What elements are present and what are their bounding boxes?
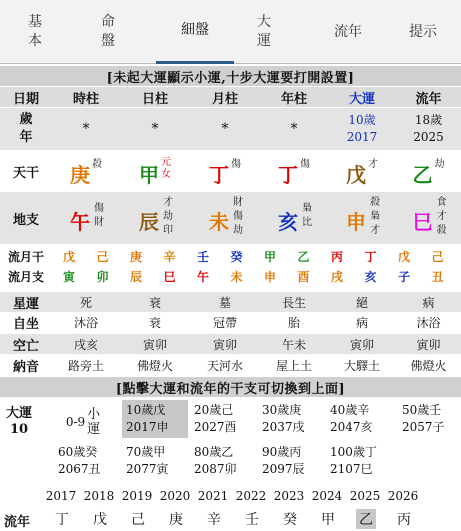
dayun-item-age: 100歲丁 [330, 445, 377, 459]
tab-dayun[interactable] [234, 0, 294, 64]
liuyue-zhi-char: 巳 [163, 270, 176, 284]
dayun-section-label: 大運 [6, 406, 33, 421]
age-month: * [221, 121, 229, 137]
xingyun-cell: 衰 [148, 295, 161, 310]
age-dayun [328, 108, 396, 150]
xingyun-cell: 病 [422, 295, 435, 310]
dayun-section [0, 398, 461, 486]
dizhi-gods: 殺 梟 才 [370, 197, 380, 236]
tiangan-god: 才 [368, 159, 378, 170]
nayin-cell: 路旁土 [67, 358, 104, 373]
liuyue-zhi-char: 亥 [364, 270, 377, 284]
tiangan-char: 丁 [209, 163, 229, 187]
liuyue-gan-char: 甲 [264, 250, 277, 264]
header-month: 月柱 [211, 91, 238, 107]
liunian-year[interactable]: 2024 [311, 489, 343, 503]
dizhi-char: 巳 [412, 210, 433, 234]
dizhi-cell [396, 192, 461, 244]
dizhi-gods: 食 才 殺 [436, 197, 447, 236]
dayun-item[interactable] [258, 400, 324, 438]
dayun-item-year: 2047亥 [330, 420, 373, 434]
dizhi-char: 亥 [278, 210, 298, 234]
liunian-gan[interactable]: 己 [131, 512, 145, 528]
liunian-year[interactable]: 2023 [273, 489, 305, 503]
tiangan-god: 傷 [300, 159, 310, 170]
kongwang-cell: 午未 [281, 337, 306, 352]
tiangan-label: 天干 [12, 165, 39, 181]
age-dayun-age: 10歲 [348, 113, 376, 127]
liunian-gan[interactable]: 戊 [93, 512, 107, 528]
dayun-item-year: 2057子 [402, 420, 445, 434]
tiangan-god: 元 女 [161, 157, 171, 180]
liuyue-zhi-char: 酉 [297, 270, 310, 284]
dayun-item[interactable] [190, 442, 256, 480]
zizuo-cell: 沐浴 [73, 315, 98, 330]
liunian-row [0, 507, 461, 531]
tiangan-cell [120, 151, 190, 191]
liuyue-gan-char: 丁 [364, 250, 377, 264]
kongwang-label: 空亡 [12, 338, 39, 354]
zizuo-cell: 沐浴 [416, 315, 441, 330]
xiaoyun-range: 0-9 [65, 415, 86, 429]
header-year: 年柱 [280, 91, 307, 107]
nayin-cell: 佛燈火 [136, 358, 173, 373]
zizuo-cell: 胎 [287, 315, 300, 330]
tiangan-cell [328, 151, 396, 191]
settings-note-text: [未起大運顯示小運,十步大運要打開設置] [106, 70, 355, 86]
tab-tips[interactable] [390, 0, 456, 64]
liunian-year[interactable]: 2026 [387, 489, 419, 503]
tiangan-char: 乙 [412, 163, 433, 187]
liunian-year[interactable]: 2025 [349, 489, 381, 503]
xiaoyun-button[interactable] [52, 404, 114, 440]
liunian-gan[interactable]: 庚 [169, 512, 183, 528]
dayun-item[interactable] [326, 400, 392, 438]
liunian-year[interactable]: 2021 [197, 489, 229, 503]
dizhi-char: 午 [70, 210, 90, 234]
liuyue-zhi-row [0, 267, 461, 285]
liuyue-zhi-char: 辰 [130, 270, 143, 284]
liunian-row-label: 流年 [4, 515, 31, 530]
header-day: 日柱 [141, 91, 168, 107]
liunian-gan[interactable]: 辛 [207, 512, 221, 528]
tab-basic[interactable] [0, 0, 70, 64]
tab-bar [0, 0, 461, 64]
nayin-row [0, 355, 461, 375]
liuyue-gan-label: 流月干 [7, 249, 44, 264]
dizhi-row [0, 192, 461, 244]
tiangan-row [0, 151, 461, 191]
settings-note [0, 66, 461, 86]
dayun-start-age: 10 [10, 422, 29, 437]
liunian-year[interactable]: 2019 [121, 489, 153, 503]
tiangan-god: 殺 [92, 159, 102, 170]
kongwang-cell: 戌亥 [73, 337, 98, 352]
age-label: 歲 年 [19, 112, 33, 145]
dizhi-char: 申 [346, 210, 366, 234]
age-liunian [396, 108, 461, 150]
dizhi-gods: 財 傷 劫 [233, 197, 243, 236]
tiangan-cell [190, 151, 260, 191]
dayun-item-age: 40歲辛 [330, 403, 370, 417]
xiaoyun-label: 小 運 [87, 407, 101, 437]
dayun-item[interactable] [258, 442, 324, 480]
liuyue-zhi-label: 流月支 [7, 269, 44, 284]
liuyue-gan-char: 乙 [297, 250, 310, 264]
dayun-item-age: 90歲丙 [262, 445, 302, 459]
dayun-item-age: 60歲癸 [58, 445, 98, 459]
dizhi-cell [120, 192, 190, 244]
dayun-item[interactable] [398, 400, 461, 438]
dayun-item-age: 80歲乙 [194, 445, 234, 459]
zizuo-row [0, 312, 461, 332]
tab-chart-label: 命 盤 [101, 14, 115, 49]
liunian-year[interactable]: 2022 [235, 489, 267, 503]
dayun-item[interactable] [122, 400, 188, 438]
liunian-gan[interactable]: 丙 [397, 512, 411, 528]
dizhi-label: 地支 [12, 212, 39, 228]
liunian-years-row [0, 487, 461, 507]
dayun-item[interactable] [122, 442, 188, 480]
liuyue-gan-char: 戊 [63, 250, 76, 264]
kongwang-cell: 寅卯 [349, 337, 374, 352]
age-row [0, 108, 461, 150]
tiangan-char: 甲 [139, 163, 159, 187]
age-liunian-age: 18歲 [414, 113, 443, 127]
xingyun-cell: 墓 [218, 295, 231, 310]
tab-dayun-label: 大 運 [257, 14, 271, 49]
dayun-item-year: 2087卯 [194, 462, 237, 476]
liunian-year[interactable]: 2017 [45, 489, 77, 503]
dayun-item[interactable] [190, 400, 256, 438]
xingyun-cell: 長生 [281, 295, 306, 310]
nayin-cell: 大驛土 [343, 358, 380, 373]
dayun-item-year: 2037戌 [262, 420, 305, 434]
zizuo-cell: 衰 [148, 315, 161, 330]
liunian-gan[interactable]: 癸 [283, 512, 297, 528]
age-hour: * [82, 121, 90, 137]
liuyue-gan-char: 己 [431, 250, 444, 264]
tab-tips-label: 提示 [409, 23, 437, 40]
kongwang-row [0, 334, 461, 354]
tiangan-god: 劫 [434, 159, 445, 170]
liunian-gan[interactable]: 壬 [245, 512, 259, 528]
tab-liunian[interactable] [316, 0, 380, 64]
dizhi-char: 未 [209, 210, 229, 234]
tab-detail[interactable] [156, 0, 234, 64]
age-day: * [151, 121, 159, 137]
tab-detail-label: 細盤 [181, 22, 209, 38]
xingyun-cell: 絕 [355, 295, 368, 310]
liunian-year[interactable]: 2018 [83, 489, 115, 503]
age-dayun-year: 2017 [346, 130, 378, 144]
dayun-item-year: 2077寅 [126, 462, 169, 476]
pillar-header-row [0, 87, 461, 107]
dayun-item[interactable] [326, 442, 392, 480]
xingyun-label: 星運 [12, 296, 39, 312]
tiangan-char: 戊 [346, 163, 366, 187]
nayin-label: 納音 [12, 359, 39, 375]
zizuo-label: 自坐 [12, 316, 39, 332]
liuyue-gan-char: 己 [96, 250, 109, 264]
dayun-item-year: 2097辰 [262, 462, 305, 476]
dayun-item-year: 2027酉 [194, 420, 237, 434]
dayun-item-age: 30歲庚 [262, 403, 302, 417]
liuyue-gan-char: 戊 [398, 250, 411, 264]
header-hour: 時柱 [72, 91, 99, 107]
tiangan-cell [260, 151, 328, 191]
dizhi-cell [260, 192, 328, 244]
age-liunian-year: 2025 [413, 130, 444, 144]
kongwang-cell: 寅卯 [142, 337, 167, 352]
liuyue-gan-char: 丙 [331, 250, 344, 264]
switch-note [0, 377, 461, 397]
liuyue-zhi-char: 未 [230, 270, 243, 284]
liuyue-gan-char: 庚 [130, 250, 143, 264]
liuyue-gan-char: 壬 [197, 250, 210, 264]
liunian-year[interactable]: 2020 [159, 489, 191, 503]
tab-liunian-label: 流年 [334, 23, 362, 40]
liuyue-gan-row [0, 247, 461, 265]
nayin-cell: 佛燈火 [410, 358, 447, 373]
liuyue-gan-char: 辛 [163, 250, 176, 264]
liuyue-zhi-char: 丑 [431, 270, 444, 284]
dayun-item-year: 2067丑 [58, 462, 101, 476]
zizuo-cell: 病 [355, 315, 368, 330]
dizhi-cell [52, 192, 120, 244]
dayun-item-age: 10歲戊 [126, 403, 166, 417]
zizuo-cell: 冠帶 [212, 315, 237, 330]
liunian-gan[interactable]: 乙 [356, 509, 376, 529]
xingyun-cell: 死 [79, 295, 92, 310]
tiangan-cell [52, 151, 120, 191]
liuyue-zhi-char: 子 [398, 270, 411, 284]
dizhi-gods: 才 劫 印 [163, 197, 173, 236]
nayin-cell: 天河水 [206, 358, 243, 373]
xingyun-row [0, 292, 461, 312]
nayin-cell: 屋上土 [275, 358, 312, 373]
header-date: 日期 [12, 91, 39, 107]
header-dayun: 大運 [348, 91, 375, 107]
age-year: * [290, 121, 298, 137]
dayun-item[interactable] [54, 442, 120, 480]
dayun-item-age: 20歲己 [194, 403, 234, 417]
liuyue-zhi-char: 寅 [63, 270, 76, 284]
liuyue-zhi-char: 卯 [96, 270, 109, 284]
dizhi-gods: 梟 比 [302, 203, 312, 228]
liuyue-zhi-char: 戌 [331, 270, 344, 284]
tiangan-char: 庚 [70, 163, 90, 187]
dayun-item-age: 70歲甲 [126, 445, 166, 459]
tiangan-char: 丁 [278, 163, 298, 187]
tiangan-cell [396, 151, 461, 191]
dizhi-cell [190, 192, 260, 244]
dayun-item-year: 2107巳 [330, 462, 373, 476]
liuyue-gan-char: 癸 [230, 250, 243, 264]
tab-basic-label: 基 本 [28, 14, 42, 49]
dayun-item-age: 50歲壬 [402, 403, 442, 417]
header-liunian: 流年 [415, 91, 442, 107]
dayun-item-year: 2017申 [126, 420, 169, 434]
liunian-gan[interactable]: 丁 [55, 512, 69, 528]
liuyue-zhi-char: 午 [197, 270, 210, 284]
liunian-gan[interactable]: 甲 [321, 512, 335, 528]
switch-note-text: [點擊大運和流年的干支可切換到上面] [115, 381, 346, 397]
tiangan-god: 傷 [231, 159, 241, 170]
liuyue-zhi-char: 申 [264, 270, 277, 284]
dizhi-gods: 傷 財 [94, 203, 104, 228]
kongwang-cell: 寅卯 [416, 337, 441, 352]
kongwang-cell: 寅卯 [212, 337, 237, 352]
tab-chart[interactable] [70, 0, 146, 64]
dizhi-cell [328, 192, 396, 244]
dizhi-char: 辰 [139, 210, 159, 234]
